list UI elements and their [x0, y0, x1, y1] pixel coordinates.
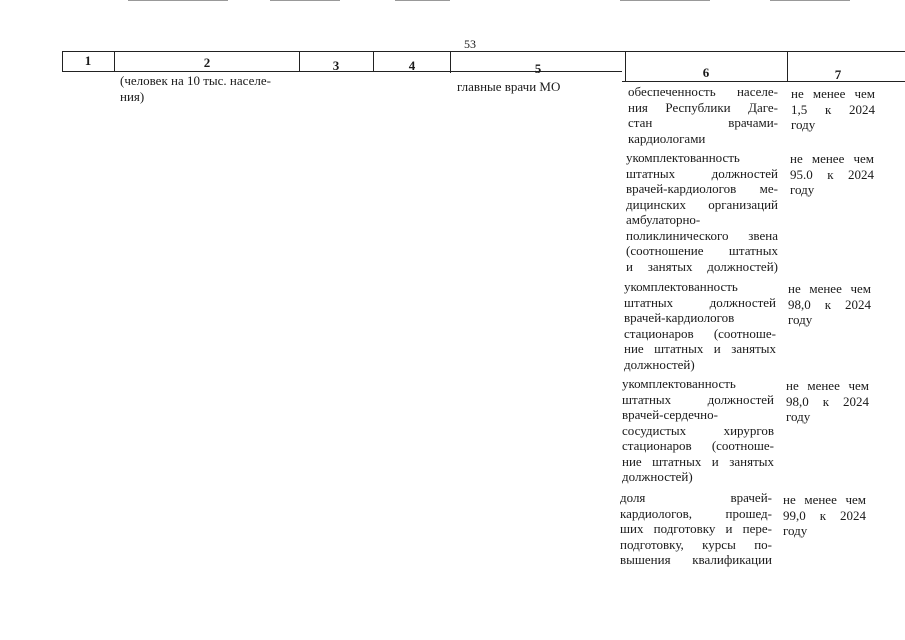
text-line: 1,5 к 2024	[791, 101, 875, 117]
scan-artifact	[395, 0, 450, 1]
text-line: доля врачей-	[620, 490, 772, 505]
page-number: 53	[464, 37, 476, 51]
column-divider	[625, 51, 626, 81]
column-header-7: 7	[834, 67, 842, 82]
text-line: не менее чем	[791, 86, 875, 101]
table-top-border	[62, 51, 905, 52]
text-line: стационаров (соотноше-	[624, 325, 776, 341]
responsible-executor: главные врачи МО	[457, 79, 561, 94]
column-header-3: 3	[332, 58, 340, 73]
text-line: врачей-сердечно-	[622, 407, 718, 422]
unit-note	[120, 73, 295, 104]
text-line: должностей)	[622, 469, 693, 484]
text-line: дицинских организаций	[626, 196, 778, 212]
text-line: году	[790, 182, 815, 197]
column-header-4: 4	[408, 58, 416, 73]
column-divider	[373, 51, 374, 72]
text-line: (соотношение штатных	[626, 243, 778, 258]
text-line: должностей)	[624, 356, 695, 372]
text-line: ния)	[120, 88, 145, 104]
text-line: амбулаторно-	[626, 212, 701, 227]
text-line: 95.0 к 2024	[790, 166, 874, 182]
indicator-cell	[626, 150, 778, 274]
text-line: 98,0 к 2024	[788, 296, 871, 312]
text-line: подготовку, курсы по-	[620, 536, 772, 552]
text-line: и занятых должностей)	[626, 258, 778, 274]
text-line: сосудистых хирургов	[622, 422, 774, 438]
text-line: 98,0 к 2024	[786, 393, 869, 409]
column-divider	[787, 51, 788, 82]
column-divider	[114, 51, 115, 71]
indicator-cell	[628, 84, 778, 146]
table-header-bottom-border	[622, 81, 905, 82]
indicator-cell	[624, 279, 776, 372]
text-line: году	[786, 409, 811, 424]
column-header-1: 1	[84, 53, 92, 68]
target-value-cell	[786, 378, 869, 425]
indicator-cell	[620, 490, 772, 568]
text-line: ния Республики Даге-	[628, 99, 778, 115]
target-value-cell	[788, 281, 871, 328]
column-header-5: 5	[534, 61, 542, 76]
text-line: не менее чем	[783, 492, 866, 507]
column-divider	[450, 51, 451, 73]
column-divider	[62, 51, 63, 71]
target-value-cell	[791, 86, 875, 133]
text-line: штатных должностей	[624, 294, 776, 310]
text-line: штатных должностей	[626, 165, 778, 181]
text-line: кардиологов, прошед-	[620, 505, 772, 521]
column-header-2: 2	[203, 55, 211, 70]
text-line: году	[783, 523, 808, 538]
text-line: ших подготовку и пере-	[620, 521, 772, 536]
scan-artifact	[128, 0, 228, 1]
text-line: ние штатных и занятых	[624, 341, 776, 356]
scan-artifact	[770, 0, 850, 1]
scan-artifact	[270, 0, 340, 1]
column-header-6: 6	[702, 65, 710, 80]
column-divider	[299, 51, 300, 72]
target-value-cell	[783, 492, 866, 539]
scan-artifact	[620, 0, 710, 1]
text-line: ние штатных и занятых	[622, 453, 774, 469]
text-line: 99,0 к 2024	[783, 507, 866, 523]
text-line: укомплектованность	[622, 376, 736, 391]
text-line: кардиологами	[628, 130, 706, 146]
indicator-cell	[622, 376, 774, 485]
text-line: (человек на 10 тыс. населе-	[120, 73, 271, 88]
text-line: не менее чем	[790, 151, 874, 166]
text-line: стационаров (соотноше-	[622, 438, 774, 453]
text-line: поликлинического звена	[626, 227, 778, 243]
text-line: не менее чем	[786, 378, 869, 393]
text-line: укомплектованность	[624, 279, 738, 294]
text-line: врачей-кардиологов	[624, 310, 735, 325]
text-line: укомплектованность	[626, 150, 740, 165]
text-line: году	[788, 312, 813, 327]
text-line: штатных должностей	[622, 391, 774, 407]
text-line: году	[791, 117, 816, 132]
text-line: вышения квалификации	[620, 552, 772, 567]
text-line: обеспеченность населе-	[628, 84, 778, 99]
text-line: врачей-кардиологов ме-	[626, 181, 778, 196]
text-line: стан врачами-	[628, 115, 778, 130]
text-line: не менее чем	[788, 281, 871, 296]
target-value-cell	[790, 151, 874, 198]
